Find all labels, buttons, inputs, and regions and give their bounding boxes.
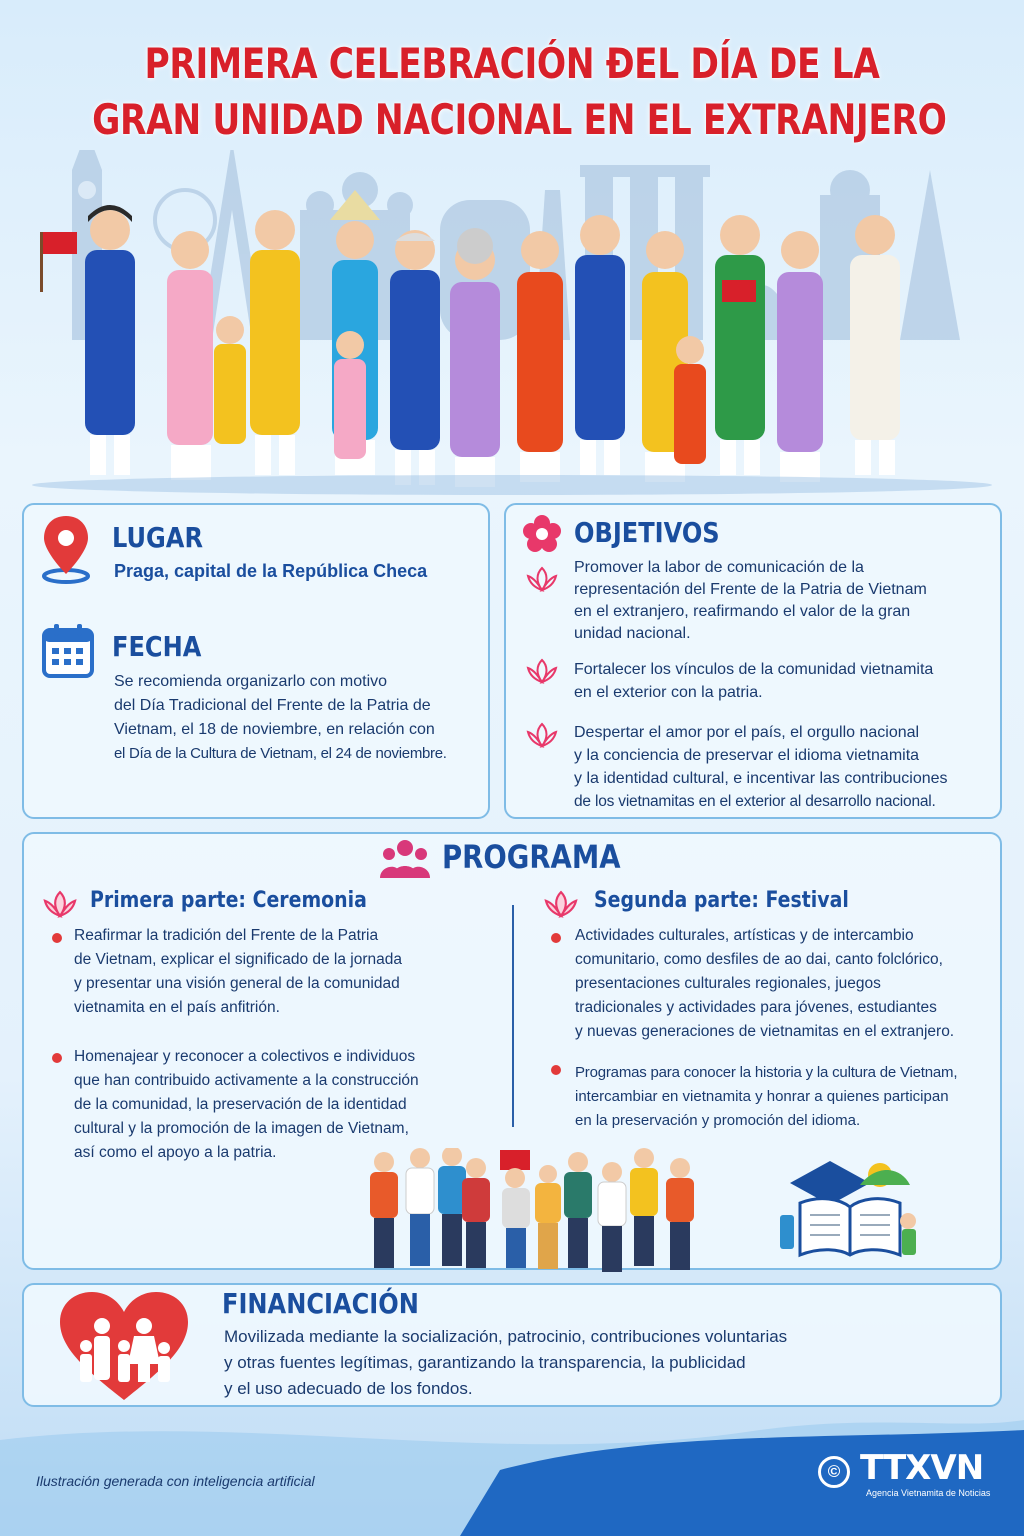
lugar-heading: LUGAR: [112, 521, 203, 554]
parte2-heading: Segunda parte: Festival: [594, 888, 849, 913]
fecha-line-2: del Día Tradicional del Frente de la Patria de: [114, 697, 431, 714]
title-line-1: PRIMERA CELEBRACIÓN ĐEL DÍA DE LA: [144, 39, 880, 88]
objetivo-1-line-3: en el extranjero, reafirmando el valor de la gran: [574, 603, 911, 620]
community-illustration: [360, 1148, 705, 1273]
programa-heading: PROGRAMA: [442, 838, 621, 876]
objetivo-3-line-3: y la identidad cultural, e incentivar las contribuciones: [574, 770, 948, 787]
lotus-icon: [524, 658, 560, 684]
objetivo-3-line-1: Despertar el amor por el país, el orgullo nacional: [574, 724, 920, 741]
objetivo-3-line-2: y la conciencia de preservar el idioma vietnamita: [574, 747, 920, 764]
parte2-item1-line2: comunitario, como desfiles de ao dai, canto folclórico,: [575, 951, 943, 968]
lotus-icon: [524, 566, 560, 592]
parte1-item1-line4: vietnamita en el país anfitrión.: [74, 999, 280, 1016]
parte1-item1-line3: y presentar una visión general de la comunidad: [74, 975, 400, 992]
parte2-item2-line1: Programas para conocer la historia y la cultura de Vietnam,: [575, 1064, 958, 1081]
parte1-item1-line1: Reafirmar la tradición del Frente de la Patria: [74, 927, 379, 944]
parte1-item2-line4: cultural y la promoción de la imagen de Vietnam,: [74, 1120, 409, 1137]
parte1-item1-line2: de Vietnam, explicar el significado de la jornada: [74, 951, 402, 968]
parte2-item1-line1: Actividades culturales, artísticas y de intercambio: [575, 927, 914, 944]
financiacion-line-3: y el uso adecuado de los fondos.: [224, 1379, 473, 1398]
ttxvn-logo: [818, 1448, 1003, 1500]
parte2-item2-line2: intercambiar en vietnamita y honrar a quienes participan: [575, 1088, 949, 1105]
bullet-dot: [52, 933, 62, 943]
objetivo-1-line-4: unidad nacional.: [574, 625, 691, 642]
fecha-line-1: Se recomienda organizarlo con motivo: [114, 673, 388, 690]
objetivo-2-line-1: Fortalecer los vínculos de la comunidad vietnamita: [574, 661, 934, 678]
parte1-item2-line5: así como el apoyo a la patria.: [74, 1144, 277, 1161]
title-line-2: GRAN UNIDAD NACIONAL EN EL EXTRANJERO: [92, 95, 947, 144]
parte1-item2-line3: de la comunidad, la preservación de la identidad: [74, 1096, 407, 1113]
logo-subtitle: Agencia Vietnamita de Noticias: [866, 1488, 991, 1498]
location-pin-icon: [38, 512, 94, 584]
fecha-line-4: el Día de la Cultura de Vietnam, el 24 de noviembre.: [114, 745, 447, 762]
hero-illustration: [0, 150, 1024, 500]
fecha-heading: FECHA: [112, 630, 202, 663]
lotus-icon: [541, 890, 581, 918]
objetivo-1-line-2: representación del Frente de la Patria de Vietnam: [574, 581, 927, 598]
lotus-icon: [524, 722, 560, 748]
objetivo-3-line-4: de los vietnamitas en el exterior al desarrollo nacional.: [574, 793, 936, 810]
fecha-line-3: Vietnam, el 18 de noviembre, en relación con: [114, 721, 435, 738]
objetivo-2-line-2: en el exterior con la patria.: [574, 684, 763, 701]
heart-family-icon: [56, 1288, 192, 1404]
parte1-item2-line1: Homenajear y reconocer a colectivos e individuos: [74, 1048, 416, 1065]
book-culture-icon: [780, 1155, 920, 1263]
flower-icon: [522, 514, 562, 554]
parte2-item2-line3: en la preservación y promoción del idioma.: [575, 1112, 861, 1129]
parte2-item1-line4: tradicionales y actividades para jóvenes, estudiantes: [575, 999, 937, 1016]
bullet-dot: [551, 933, 561, 943]
parte1-item2-line2: que han contribuido activamente a la construcción: [74, 1072, 419, 1089]
bullet-dot: [551, 1065, 561, 1075]
copyright-symbol: ©: [818, 1456, 850, 1488]
bullet-dot: [52, 1053, 62, 1063]
parte2-item1-line5: y nuevas generaciones de vietnamitas en el extranjero.: [575, 1023, 955, 1040]
parte2-item1-line3: presentaciones culturales regionales, juegos: [575, 975, 881, 992]
objetivos-heading: OBJETIVOS: [574, 516, 720, 549]
column-divider: [512, 905, 514, 1127]
page-title: [0, 36, 1024, 148]
parte1-heading: Primera parte: Ceremonia: [90, 888, 367, 913]
financiacion-heading: FINANCIACIÓN: [222, 1287, 419, 1320]
financiacion-line-2: y otras fuentes legítimas, garantizando la transparencia, la publicidad: [224, 1353, 746, 1372]
lugar-text: Praga, capital de la República Checa: [114, 561, 428, 581]
calendar-icon: [42, 622, 94, 678]
logo-wordmark: TTXVN: [860, 1448, 984, 1488]
people-group-icon: [380, 838, 430, 880]
financiacion-line-1: Movilizada mediante la socialización, patrocinio, contribuciones voluntarias: [224, 1327, 788, 1346]
ai-disclaimer: Ilustración generada con inteligencia artificial: [36, 1473, 315, 1489]
lotus-icon: [40, 890, 80, 918]
objetivo-1-line-1: Promover la labor de comunicación de la: [574, 559, 864, 576]
